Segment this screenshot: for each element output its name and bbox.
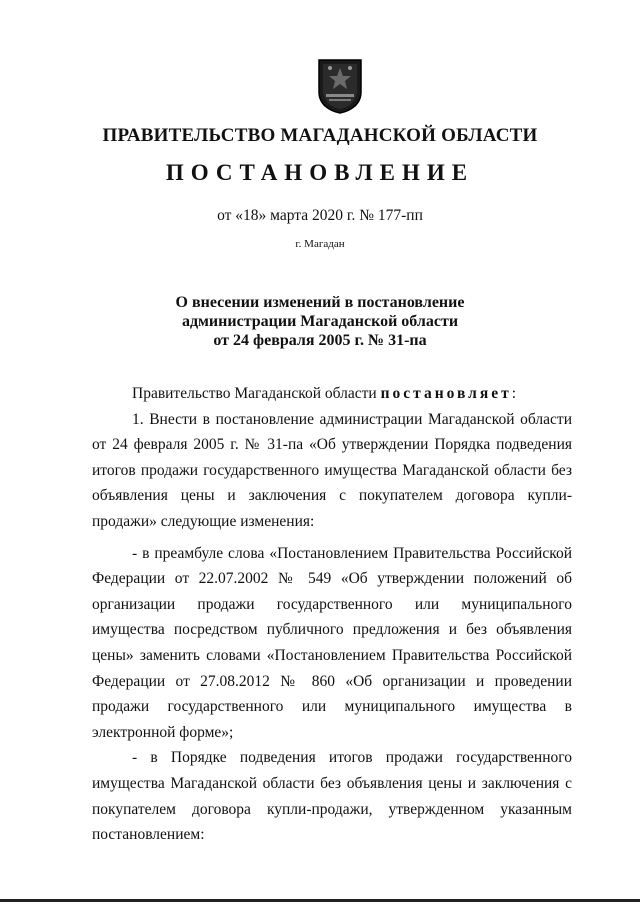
scan-bottom-edge-line (0, 899, 640, 902)
document-city: г. Магадан (295, 238, 345, 250)
item-1-dash-1-paragraph: - в преамбуле слова «Постановлением Правительства Российской Федерации от 22.07.2002 № 549 «Об утверждении положений об организации продажи государственного или муниципального имущества посредством публичного предложения и без объявления цены» заменить словами «Постановлением Правительства Российской Федерации от 27.08.2012 № 860 «Об организации и проведении продажи государственного или муниципального имущества в электронной форме»; (92, 544, 572, 741)
subject-line-1: О внесении изменений в постановление (175, 294, 465, 311)
document-subject (0, 293, 640, 350)
intro-paragraph (92, 381, 572, 407)
document-date-number: от «18» марта 2020 г. № 177-пп (217, 207, 423, 224)
intro-suffix: : (511, 385, 517, 402)
item-1-dash-2-paragraph: - в Порядке подведения итогов продажи государственного имущества Магаданской области без объявления цены и заключения с покупателем договора купли-продажи, утвержденном указанным постановлением: (92, 749, 572, 844)
document-body (92, 381, 572, 848)
item-1-paragraph: 1. Внести в постановление администрации Магаданской области от 24 февраля 2005 г. № 31-па «Об утверждении Порядка подведения итогов продажи государственного имущества Магаданской области без объявления цены и заключения с покупателем договора купли-продажи» следующие изменения: (92, 410, 572, 530)
magadan-coat-of-arms-emblem (317, 58, 363, 114)
subject-line-2: администрации Магаданской области (181, 313, 459, 330)
subject-line-3: от 24 февраля 2005 г. № 31-па (213, 332, 427, 349)
document-type-title: ПОСТАНОВЛЕНИЕ (165, 160, 475, 185)
intro-prefix: Правительство Магаданской области (132, 385, 381, 402)
intro-resolves-word: постановляет (380, 385, 512, 402)
organization-title: ПРАВИТЕЛЬСТВО МАГАДАНСКОЙ ОБЛАСТИ (102, 125, 538, 146)
